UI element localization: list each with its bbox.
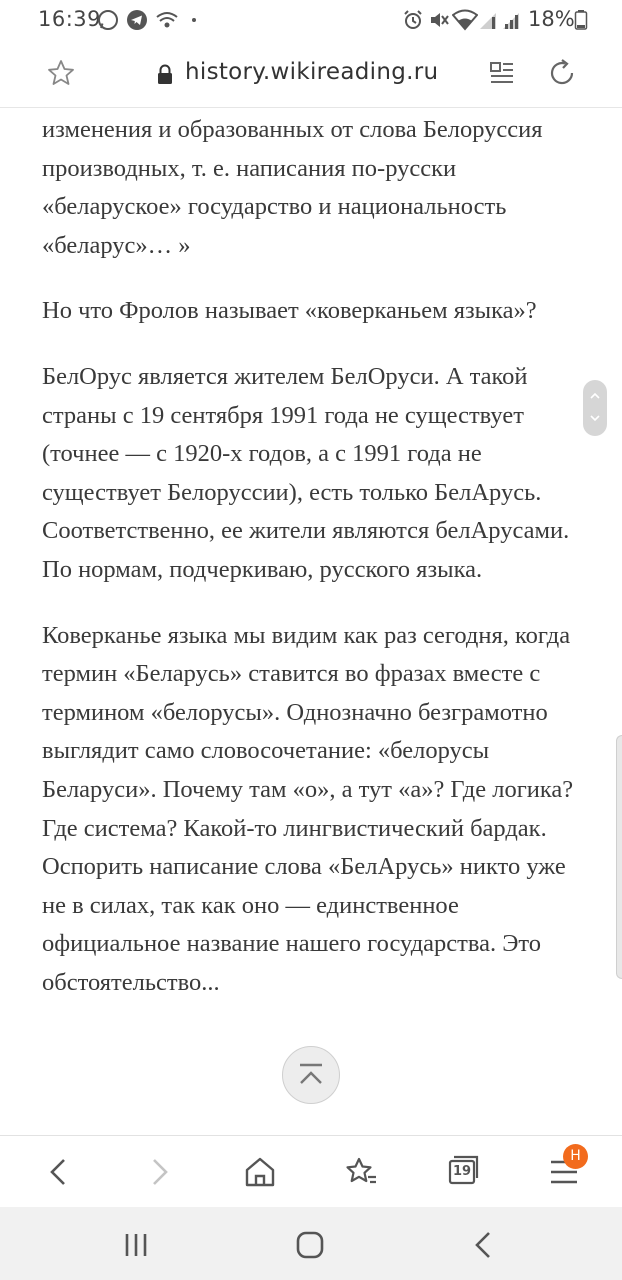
article-content xyxy=(0,108,622,1135)
scroll-handle[interactable] xyxy=(583,380,607,436)
wifi-calling-icon xyxy=(155,9,179,31)
bookmarks-button[interactable] xyxy=(339,1150,383,1194)
reload-icon[interactable] xyxy=(546,57,578,89)
bookmark-star-icon[interactable] xyxy=(46,58,76,88)
forward-button[interactable] xyxy=(137,1150,181,1194)
chevron-up-icon xyxy=(589,392,601,400)
article-paragraph: Коверканье языка мы видим как раз сегодня, когда термин «Беларусь» ставится во фразах вместе с термином «белорусы». Однозначно безграмотно выглядит само словосочетание: «белорусы Беларуси». Почему там «о», а тут «а»? Где логика? Где система? Какой-то лингвистический бардак. Оспорить написание слова «БелАрусь» никто уже не в силах, так как оно — единственное официальное название нашего государства. Это обстоятельство... xyxy=(42,621,574,996)
battery-percent: 18% xyxy=(528,7,575,31)
tabs-button[interactable] xyxy=(440,1150,484,1194)
article-paragraph: изменения и образованных от слова Белоруссия производных, т. е. написания по-русски «беларуское» государство и национальность «беларус»… » xyxy=(42,116,543,259)
tabs-count: 19 xyxy=(452,1164,472,1179)
alarm-icon xyxy=(402,9,424,31)
address-bar xyxy=(0,40,622,108)
status-bar xyxy=(0,0,622,40)
browser-toolbar xyxy=(0,1135,622,1207)
signal-icon-2 xyxy=(501,9,521,31)
lock-icon xyxy=(156,64,174,86)
mute-icon xyxy=(428,9,450,31)
url-field[interactable]: history.wikireading.ru xyxy=(185,59,439,85)
back-nav-button[interactable] xyxy=(464,1225,504,1265)
article-paragraph: Но что Фролов называет «коверканьем языка»? xyxy=(42,297,537,325)
home-nav-button[interactable] xyxy=(290,1225,330,1265)
reader-mode-icon[interactable] xyxy=(488,60,516,86)
system-nav-bar xyxy=(0,1207,622,1280)
battery-icon xyxy=(574,9,588,31)
back-button[interactable] xyxy=(37,1150,81,1194)
telegram-icon xyxy=(126,9,148,31)
menu-notification-badge: H xyxy=(563,1144,588,1169)
signal-icon-1 xyxy=(478,9,498,31)
recent-apps-button[interactable] xyxy=(116,1225,156,1265)
dot-icon xyxy=(190,9,198,31)
wifi-icon xyxy=(452,9,478,31)
chevron-down-icon xyxy=(589,414,601,422)
edge-panel-handle[interactable] xyxy=(616,735,622,979)
whatsapp-icon xyxy=(97,9,119,31)
status-time: 16:39 xyxy=(38,7,102,31)
arrow-up-icon xyxy=(296,1061,326,1089)
scroll-to-top-button[interactable] xyxy=(282,1046,340,1104)
home-button[interactable] xyxy=(238,1150,282,1194)
article-paragraph: БелОрус является жителем БелОруси. А такой страны с 19 сентября 1991 года не существует (точнее — с 1920-х годов, а с 1991 года не существует Белоруссии), есть только БелАрусь. Соответственно, ее жители являются белАрусами. По нормам, подчеркиваю, русского языка. xyxy=(42,362,570,583)
